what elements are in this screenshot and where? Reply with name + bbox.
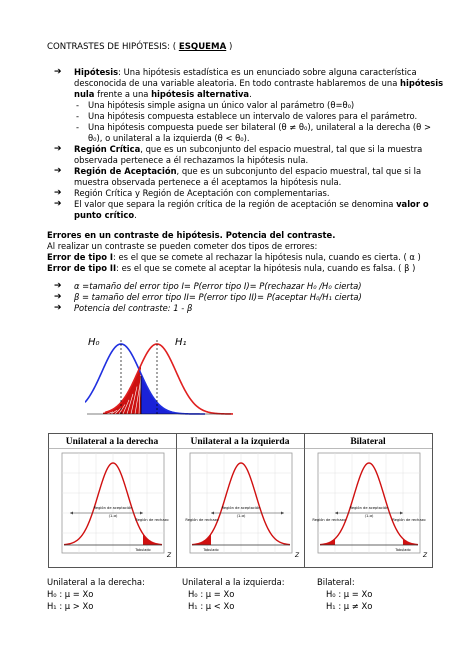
arrow-bullet-icon: ➔	[54, 166, 62, 176]
arrow-bullet-icon: ➔	[54, 67, 62, 77]
hyp-label-right: Unilateral a la derecha:	[47, 577, 145, 587]
aceptacion-line1: Región de Aceptación, que es un subconjunto del espacio muestral, tal que si la	[74, 166, 422, 176]
error-tipo2: Error de tipo II: es el que se comete al aceptar la hipótesis nula, cuando es falsa. ( β )	[47, 263, 416, 273]
z-axis-label: Z	[167, 552, 172, 559]
panel-title-1: Unilateral a la izquierda	[190, 437, 290, 447]
error-curves-figure	[85, 330, 235, 420]
dash-icon: -	[76, 111, 80, 121]
error-tipo1: Error de tipo I: es el que se comete al rechazar la hipótesis nula, cuando es cierta. ( α )	[47, 252, 421, 262]
hyp-label-left: Unilateral a la izquierda:	[182, 577, 285, 587]
hyp-h1-right: H₁ : μ > Xo	[47, 601, 94, 611]
hyp-label-bilateral: Bilateral:	[317, 577, 355, 587]
acceptance-prob: (1-α)	[236, 514, 246, 518]
h0-curve-label: H₀	[88, 337, 100, 348]
potencia-definition: Potencia del contraste: 1 - β	[74, 303, 193, 313]
arrow-bullet-icon: ➔	[54, 144, 62, 154]
tabulado-label: Tabulado	[395, 548, 411, 552]
panel-title-0: Unilateral a la derecha	[65, 437, 159, 447]
arrow-bullet-icon: ➔	[54, 303, 62, 313]
page-title: CONTRASTES DE HIPÓTESIS: ( ESQUEMA )	[47, 42, 233, 52]
arrow-bullet-icon: ➔	[54, 281, 62, 291]
critical-regions-figure	[48, 433, 433, 568]
hipotesis-line1: Hipótesis: Una hipótesis estadística es un enunciado sobre alguna característica	[74, 67, 417, 77]
valor-line2: punto crítico.	[74, 210, 137, 220]
h1-curve-label: H₁	[175, 337, 187, 348]
rejection-label: Región de rechazo	[312, 518, 346, 522]
dash-icon: -	[76, 122, 80, 132]
rejection-label: Región de rechazo	[185, 518, 219, 522]
critica-line2: observada pertenece a él rechazamos la hipótesis nula.	[74, 155, 309, 165]
z-axis-label: Z	[295, 552, 300, 559]
arrow-bullet-icon: ➔	[54, 199, 62, 209]
z-axis-label: Z	[423, 552, 428, 559]
beta-definition: β = tamaño del error tipo II= P(error tipo II)= P(aceptar H₀/H₁ cierta)	[74, 292, 362, 302]
complementarias: Región Crítica y Región de Aceptación con complementarias.	[74, 188, 330, 198]
errores-intro: Al realizar un contraste se pueden cometer dos tipos de errores:	[47, 241, 318, 251]
panel-title-2: Bilateral	[350, 437, 386, 447]
aceptacion-line2: muestra observada pertenece a él aceptamos la hipótesis nula.	[74, 177, 342, 187]
tabulado-label: Tabulado	[135, 548, 151, 552]
acceptance-label: Región de aceptación	[349, 506, 389, 510]
hipotesis-bilateral-b: θ₀), o unilateral a la izquierda (θ < θ₀).	[88, 133, 250, 143]
beta-region	[103, 365, 141, 414]
hipotesis-bilateral-a: Una hipótesis compuesta puede ser bilateral (θ ≠ θ₀), unilateral a la derecha (θ >	[88, 122, 431, 132]
critica-line1: Región Crítica, que es un subconjunto del espacio muestral, tal que si la muestra	[74, 144, 423, 154]
rejection-label: Región de rechazo	[135, 518, 169, 522]
hipotesis-compuesta: Una hipótesis compuesta establece un intervalo de valores para el parámetro.	[88, 111, 418, 121]
acceptance-label: Región de aceptación	[221, 506, 261, 510]
hyp-h0-left: H₀ : μ = Xo	[188, 589, 235, 599]
tabulado-label: Tabulado	[203, 548, 219, 552]
hyp-h0-right: H₀ : μ = Xo	[47, 589, 94, 599]
alpha-definition: α =tamaño del error tipo I= P(error tipo I)= P(rechazar H₀ /H₀ cierta)	[74, 281, 362, 291]
hyp-h1-bilateral: H₁ : μ ≠ Xo	[326, 601, 373, 611]
hyp-h1-left: H₁ : μ < Xo	[188, 601, 235, 611]
arrow-bullet-icon: ➔	[54, 188, 62, 198]
acceptance-prob: (1-α)	[108, 514, 118, 518]
hipotesis-simple: Una hipótesis simple asigna un único valor al parámetro (θ=θ₀)	[88, 100, 355, 110]
dash-icon: -	[76, 100, 80, 110]
hipotesis-line3: nula frente a una hipótesis alternativa.	[74, 89, 252, 99]
acceptance-prob: (1-α)	[364, 514, 374, 518]
hyp-h0-bilateral: H₀ : μ = Xo	[326, 589, 373, 599]
hipotesis-line2: desconocida de una variable aleatoria. En todo contraste hablaremos de una hipótesis	[74, 78, 444, 88]
rejection-label: Región de rechazo	[392, 518, 426, 522]
arrow-bullet-icon: ➔	[54, 292, 62, 302]
valor-line1: El valor que separa la región crítica de la región de aceptación se denomina valor o	[74, 199, 429, 209]
errores-heading: Errores en un contraste de hipótesis. Potencia del contraste.	[47, 230, 336, 240]
acceptance-label: Región de aceptación	[93, 506, 133, 510]
